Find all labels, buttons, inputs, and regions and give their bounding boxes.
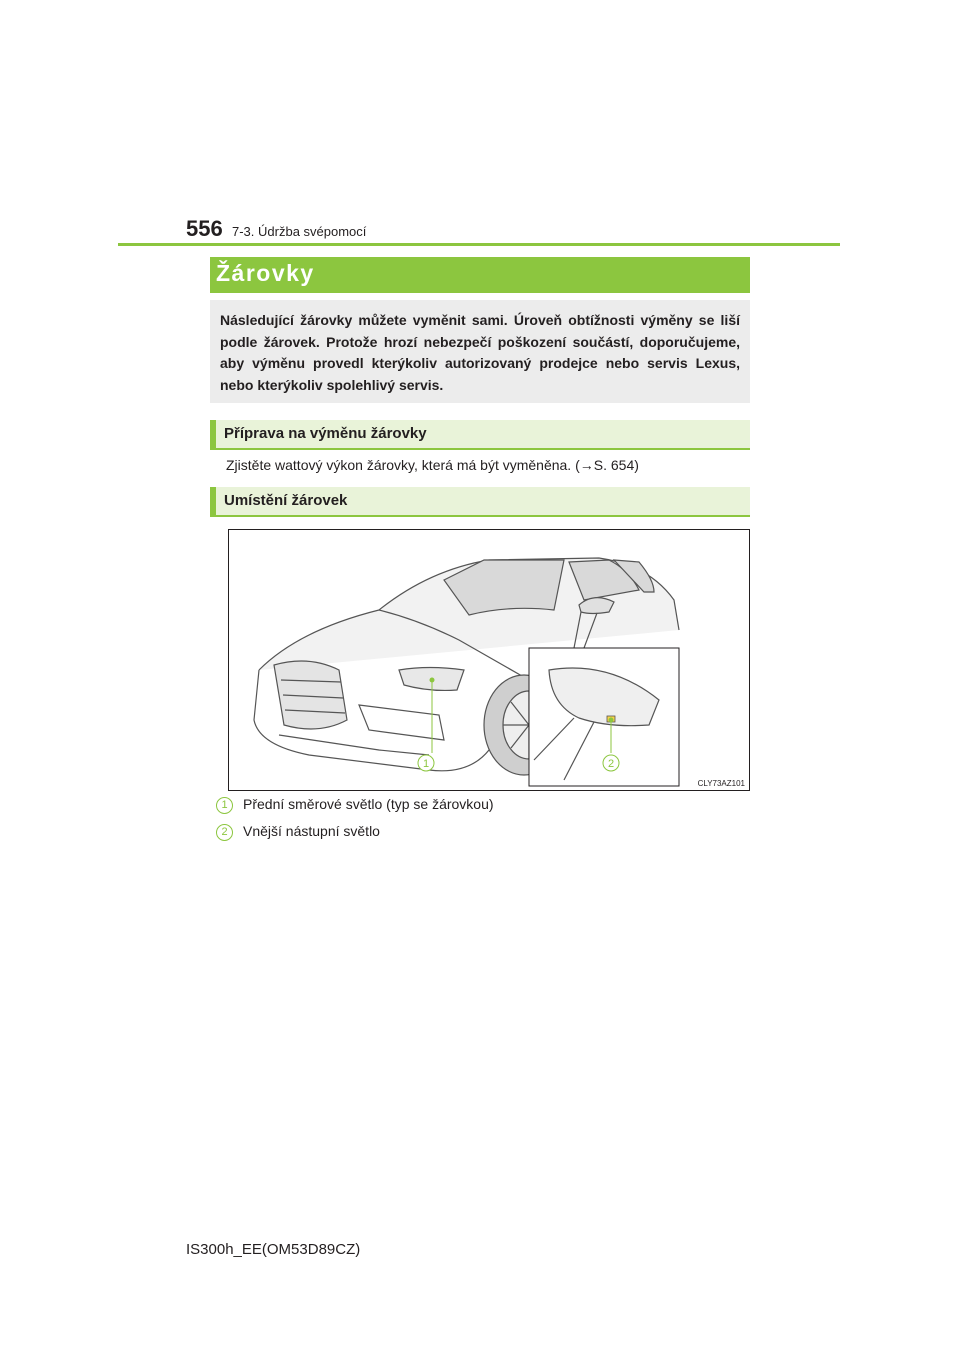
callout-2: 2 [607, 758, 615, 770]
page-title: Žárovky [216, 260, 315, 286]
list-item [216, 823, 380, 841]
figure-code: CLY73AZ101 [697, 779, 745, 788]
page-number: 556 [186, 216, 223, 241]
list-item [216, 796, 494, 814]
header-rule [118, 243, 840, 246]
title-bar [210, 257, 750, 293]
chapter-title: 7-3. Údržba svépomocí [232, 224, 367, 239]
item-number: 2 [216, 824, 233, 841]
footer-code: IS300h_EE(OM53D89CZ) [186, 1241, 361, 1258]
section-heading-preparation [210, 420, 750, 450]
item-number: 1 [216, 797, 233, 814]
preparation-text: Zjistěte wattový výkon žárovky, která má být vyměněna. (→S. 654) [226, 457, 639, 473]
section-heading-label: Příprava na výměnu žárovky [224, 425, 427, 442]
item-label: Přední směrové světlo (typ se žárovkou) [243, 796, 494, 812]
item-label: Vnější nástupní světlo [243, 823, 380, 839]
section-heading-locations [210, 487, 750, 517]
callout-1: 1 [422, 758, 430, 770]
intro-box [210, 300, 750, 403]
car-drawing [229, 530, 749, 790]
car-illustration [228, 529, 750, 791]
section-heading-label: Umístění žárovek [224, 492, 348, 509]
intro-text: Následující žárovky můžete vyměnit sami. Úroveň obtížnosti výměny se liší podle žárovek. Protože hrozí nebezpečí poškození součástí, doporučujeme, aby výměnu provedl kterýkoliv autorizovaný prodejce nebo servis Lexus, nebo kterýkoliv spolehlivý servis. [220, 312, 740, 393]
